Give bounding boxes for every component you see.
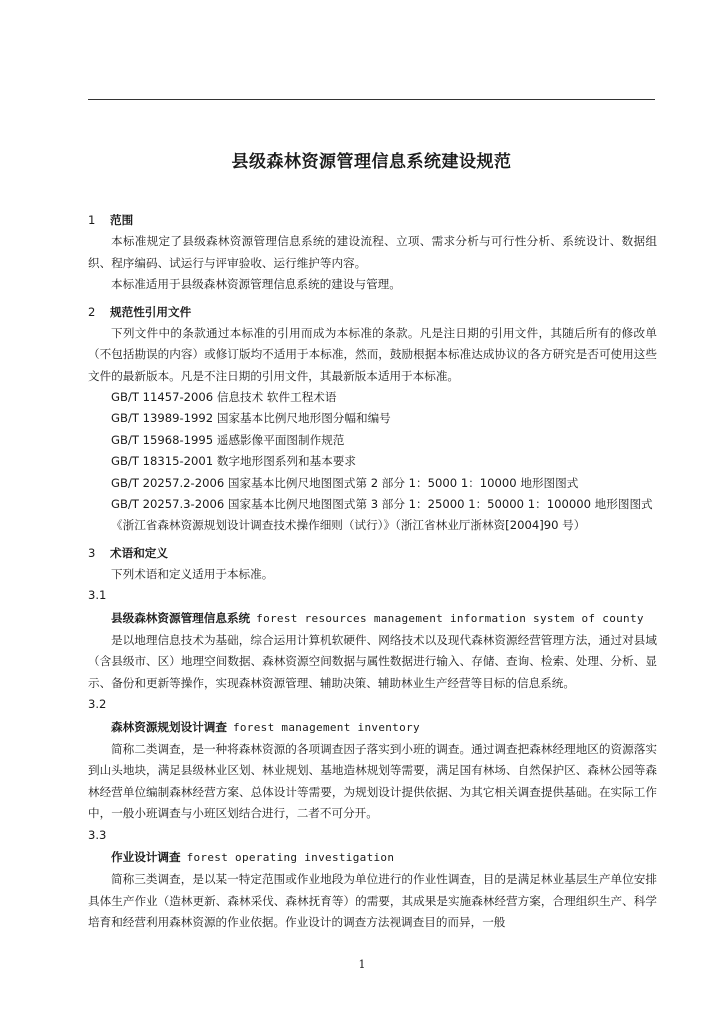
term-en: forest management inventory xyxy=(232,720,420,734)
term-number: 3.1 xyxy=(88,588,107,603)
section-3-heading xyxy=(88,542,657,564)
section-number: 3 xyxy=(88,545,96,560)
section-title: 规范性引用文件 xyxy=(110,304,192,319)
term-zh: 县级森林资源管理信息系统 xyxy=(111,610,251,625)
term-en: forest operating investigation xyxy=(186,851,395,865)
section-title: 术语和定义 xyxy=(110,545,168,560)
section-number: 1 xyxy=(88,213,96,227)
term-definition: 简称二类调查，是一种将森林资源的各项调查因子落实到小班的调查。通过调查把森林经理地区的资源落实到山头地块，满足县级林业区划、林业规划、基地造林规划等需要，满足国有林场、自然保护区、森林公园等森林经营单位编制森林经营方案、总体设计等需要，为规划设计提供依据、为其它相关调查提供基础。在实际工作中，一般小班调查与小班区划结合进行，二者不可分开。 xyxy=(88,741,657,821)
term-number: 3.2 xyxy=(88,697,107,712)
paragraph: 本标准适用于县级森林资源管理信息系统的建设与管理。 xyxy=(111,277,401,291)
term-zh: 作业设计调查 xyxy=(111,850,181,865)
term-heading xyxy=(88,607,657,630)
paragraph: 本标准规定了县级森林资源管理信息系统的建设流程、立项、需求分析与可行性分析、系统设计、数据组织、程序编码、试运行与评审验收、运行维护等内容。 xyxy=(88,234,657,270)
section-title: 范围 xyxy=(110,213,134,227)
header-rule xyxy=(88,99,655,100)
reference-item: GB/T 15968-1995 遥感影像平面图制作规范 xyxy=(111,432,345,447)
term-zh: 森林资源规划设计调查 xyxy=(111,719,227,734)
section-number: 2 xyxy=(88,304,96,319)
reference-item: GB/T 20257.2-2006 国家基本比例尺地图图式第 2 部分 1：5000 1：10000 地形图图式 xyxy=(111,475,579,490)
reference-item: 《浙江省森林资源规划设计调查技术操作细则（试行）》（浙江省林业厅浙林资[2004]90 号） xyxy=(111,518,586,533)
term-heading xyxy=(88,716,657,739)
term-definition: 是以地理信息技术为基础，综合运用计算机软硬件、网络技术以及现代森林资源经营管理方法，通过对县域（含县级市、区）地理空间数据、森林资源空间数据与属性数据进行输入、存储、查询、检索、处理、分析、显示、备份和更新等操作，实现森林资源管理、辅助决策、辅助林业生产经营等目标的信息系统。 xyxy=(88,632,657,690)
reference-item: GB/T 18315-2001 数字地形图系列和基本要求 xyxy=(111,454,356,469)
term-en: forest resources management information system of county xyxy=(256,611,644,625)
section-1-heading xyxy=(88,209,657,231)
document-body xyxy=(88,209,657,934)
page-number: 1 xyxy=(358,958,366,971)
reference-item: GB/T 20257.3-2006 国家基本比例尺地图图式第 3 部分 1：25000 1：50000 1：100000 地形图图式 xyxy=(111,497,653,512)
term-number: 3.3 xyxy=(88,827,107,842)
reference-item: GB/T 13989-1992 国家基本比例尺地形图分幅和编号 xyxy=(111,411,391,426)
section-2-heading xyxy=(88,301,657,323)
paragraph: 下列文件中的条款通过本标准的引用而成为本标准的条款。凡是注日期的引用文件，其随后所有的修改单（不包括勘误的内容）或修订版均不适用于本标准，然而，鼓励根据本标准达成协议的各方研究是否可使用这些文件的最新版本。凡是不注日期的引用文件，其最新版本适用于本标准。 xyxy=(88,325,657,383)
term-definition: 简称三类调查，是以某一特定范围或作业地段为单位进行的作业性调查，目的是满足林业基层生产单位安排具体生产作业（造林更新、森林采伐、森林抚育等）的需要，其成果是实施森林经营方案，合理组织生产、科学培育和经营利用森林资源的作业依据。作业设计的调查方法视调查目的而异，一般 xyxy=(88,872,657,930)
paragraph: 下列术语和定义适用于本标准。 xyxy=(111,566,274,581)
reference-item: GB/T 11457-2006 信息技术 软件工程术语 xyxy=(111,390,337,404)
term-heading xyxy=(88,846,657,869)
document-title: 县级森林资源管理信息系统建设规范 xyxy=(231,152,512,172)
